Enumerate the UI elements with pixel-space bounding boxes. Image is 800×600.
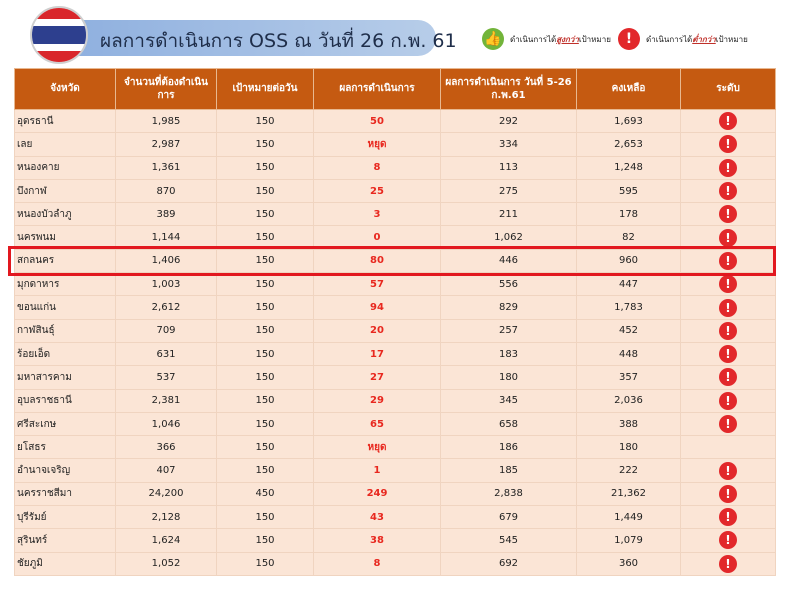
table-row: [15, 366, 776, 389]
cell-remaining: 1,449: [577, 506, 681, 529]
cell-total: 1,052: [116, 552, 217, 575]
cell-total: 1,985: [116, 110, 217, 133]
cell-province: ยโสธร: [15, 436, 116, 459]
cell-level: [681, 133, 776, 156]
cell-cumulative: 1,062: [441, 226, 577, 249]
cell-level: [681, 459, 776, 482]
table-row: [15, 552, 776, 575]
col-level-header: ระดับ: [681, 69, 776, 110]
exclamation-icon: !: [719, 462, 737, 480]
cell-level: [681, 436, 776, 459]
cell-total: 1,361: [116, 156, 217, 179]
cell-target: 150: [217, 273, 314, 296]
exclamation-icon: !: [719, 345, 737, 363]
cell-province: มหาสารคาม: [15, 366, 116, 389]
table-row: [15, 482, 776, 505]
cell-province: อุบลราชธานี: [15, 389, 116, 412]
cell-province: บุรีรัมย์: [15, 506, 116, 529]
cell-target: 150: [217, 203, 314, 226]
exclamation-icon: !: [719, 205, 737, 223]
cell-total: 1,046: [116, 412, 217, 435]
exclamation-icon: !: [719, 415, 737, 433]
thai-flag-icon: [30, 6, 88, 64]
cell-result: 20: [314, 319, 441, 342]
cell-remaining: 452: [577, 319, 681, 342]
cell-remaining: 2,653: [577, 133, 681, 156]
cell-target: 150: [217, 179, 314, 202]
cell-target: 150: [217, 436, 314, 459]
table-row: [15, 273, 776, 296]
cell-result: 57: [314, 273, 441, 296]
cell-cumulative: 658: [441, 412, 577, 435]
cell-total: 870: [116, 179, 217, 202]
exclamation-icon: !: [719, 299, 737, 317]
cell-level: [681, 110, 776, 133]
cell-target: 150: [217, 156, 314, 179]
exclamation-icon: !: [719, 229, 737, 247]
cell-cumulative: 334: [441, 133, 577, 156]
cell-level: [681, 342, 776, 365]
cell-remaining: 388: [577, 412, 681, 435]
cell-result: 1: [314, 459, 441, 482]
cell-remaining: 1,079: [577, 529, 681, 552]
cell-total: 1,406: [116, 249, 217, 272]
cell-result: 8: [314, 156, 441, 179]
exclamation-icon: !: [719, 392, 737, 410]
cell-target: 450: [217, 482, 314, 505]
cell-level: [681, 482, 776, 505]
exclamation-icon: !: [719, 275, 737, 293]
cell-result: 8: [314, 552, 441, 575]
cell-target: 150: [217, 366, 314, 389]
cell-province: บึงกาฬ: [15, 179, 116, 202]
exclamation-icon: !: [719, 252, 737, 270]
cell-target: 150: [217, 226, 314, 249]
cell-level: [681, 179, 776, 202]
exclamation-icon: !: [719, 182, 737, 200]
col-result-header: ผลการดำเนินการ: [314, 69, 441, 110]
cell-result: หยุด: [314, 133, 441, 156]
cell-province: อำนาจเจริญ: [15, 459, 116, 482]
cell-total: 1,144: [116, 226, 217, 249]
cell-remaining: 2,036: [577, 389, 681, 412]
cell-remaining: 180: [577, 436, 681, 459]
cell-cumulative: 185: [441, 459, 577, 482]
cell-cumulative: 257: [441, 319, 577, 342]
cell-level: [681, 366, 776, 389]
exclamation-icon: !: [719, 485, 737, 503]
cell-cumulative: 545: [441, 529, 577, 552]
page-title: ผลการดำเนินการ OSS ณ วันที่ 26 ก.พ. 61: [100, 30, 457, 52]
cell-result: 25: [314, 179, 441, 202]
cell-remaining: 82: [577, 226, 681, 249]
col-cumulative-header: ผลการดำเนินการ วันที่ 5-26 ก.พ.61: [441, 69, 577, 110]
cell-remaining: 1,693: [577, 110, 681, 133]
legend-bad: [618, 28, 748, 50]
results-table: [14, 68, 776, 576]
cell-total: 407: [116, 459, 217, 482]
cell-remaining: 360: [577, 552, 681, 575]
cell-result: 29: [314, 389, 441, 412]
cell-cumulative: 186: [441, 436, 577, 459]
table-row: [15, 156, 776, 179]
cell-result: 17: [314, 342, 441, 365]
cell-province: มุกดาหาร: [15, 273, 116, 296]
cell-total: 2,612: [116, 296, 217, 319]
cell-total: 389: [116, 203, 217, 226]
exclamation-icon: !: [719, 112, 737, 130]
cell-target: 150: [217, 133, 314, 156]
cell-target: 150: [217, 412, 314, 435]
table-row: [15, 110, 776, 133]
cell-total: 631: [116, 342, 217, 365]
cell-total: 709: [116, 319, 217, 342]
exclamation-icon: !: [719, 555, 737, 573]
cell-cumulative: 113: [441, 156, 577, 179]
cell-level: [681, 529, 776, 552]
table-row: [15, 342, 776, 365]
table-row: [15, 529, 776, 552]
cell-result: 0: [314, 226, 441, 249]
cell-result: 249: [314, 482, 441, 505]
cell-province: ชัยภูมิ: [15, 552, 116, 575]
cell-remaining: 1,783: [577, 296, 681, 319]
cell-province: นครพนม: [15, 226, 116, 249]
cell-level: [681, 273, 776, 296]
highlight-box: [8, 246, 776, 276]
cell-province: อุดรธานี: [15, 110, 116, 133]
cell-remaining: 21,362: [577, 482, 681, 505]
cell-level: [681, 506, 776, 529]
col-total-header: จำนวนที่ต้องดำเนินการ: [116, 69, 217, 110]
cell-cumulative: 556: [441, 273, 577, 296]
exclamation-icon: !: [719, 531, 737, 549]
cell-target: 150: [217, 506, 314, 529]
exclamation-icon: !: [719, 159, 737, 177]
table-row: [15, 179, 776, 202]
cell-level: [681, 552, 776, 575]
cell-total: 24,200: [116, 482, 217, 505]
cell-remaining: 960: [577, 249, 681, 272]
cell-total: 537: [116, 366, 217, 389]
cell-province: ศรีสะเกษ: [15, 412, 116, 435]
cell-total: 2,381: [116, 389, 217, 412]
table-row: [15, 296, 776, 319]
cell-remaining: 178: [577, 203, 681, 226]
cell-target: 150: [217, 459, 314, 482]
cell-target: 150: [217, 389, 314, 412]
cell-result: 50: [314, 110, 441, 133]
legend-good-label: ดำเนินการได้สูงกว่าเป้าหมาย: [510, 34, 611, 44]
cell-result: 3: [314, 203, 441, 226]
cell-province: ขอนแก่น: [15, 296, 116, 319]
cell-cumulative: 2,838: [441, 482, 577, 505]
cell-target: 150: [217, 296, 314, 319]
cell-level: [681, 412, 776, 435]
exclamation-icon: !: [719, 508, 737, 526]
col-province-header: จังหวัด: [15, 69, 116, 110]
cell-target: 150: [217, 529, 314, 552]
cell-result: 94: [314, 296, 441, 319]
legend-good: [482, 28, 611, 50]
exclamation-icon: !: [719, 135, 737, 153]
cell-result: 80: [314, 249, 441, 272]
legend-bad-label: ดำเนินการได้ต่ำกว่าเป้าหมาย: [646, 34, 748, 44]
table-header-row: [15, 69, 776, 110]
cell-remaining: 1,248: [577, 156, 681, 179]
exclamation-icon: !: [618, 28, 640, 50]
cell-province: กาฬสินธุ์: [15, 319, 116, 342]
cell-result: 38: [314, 529, 441, 552]
exclamation-icon: !: [719, 368, 737, 386]
cell-cumulative: 211: [441, 203, 577, 226]
thumbs-up-icon: 👍: [482, 28, 504, 50]
cell-target: 150: [217, 249, 314, 272]
cell-level: [681, 203, 776, 226]
cell-remaining: 595: [577, 179, 681, 202]
cell-level: [681, 156, 776, 179]
cell-cumulative: 275: [441, 179, 577, 202]
table-row: [15, 319, 776, 342]
table-row: [15, 506, 776, 529]
cell-target: 150: [217, 342, 314, 365]
table-row: [15, 203, 776, 226]
cell-province: สกลนคร: [15, 249, 116, 272]
cell-cumulative: 829: [441, 296, 577, 319]
cell-result: หยุด: [314, 436, 441, 459]
cell-result: 43: [314, 506, 441, 529]
cell-cumulative: 345: [441, 389, 577, 412]
cell-cumulative: 679: [441, 506, 577, 529]
table-row: [15, 436, 776, 459]
cell-cumulative: 692: [441, 552, 577, 575]
cell-target: 150: [217, 552, 314, 575]
col-target-header: เป้าหมายต่อวัน: [217, 69, 314, 110]
exclamation-icon: !: [719, 322, 737, 340]
cell-province: หนองบัวลำภู: [15, 203, 116, 226]
cell-province: เลย: [15, 133, 116, 156]
cell-remaining: 448: [577, 342, 681, 365]
cell-cumulative: 292: [441, 110, 577, 133]
cell-cumulative: 446: [441, 249, 577, 272]
cell-total: 2,987: [116, 133, 217, 156]
cell-result: 27: [314, 366, 441, 389]
cell-remaining: 357: [577, 366, 681, 389]
cell-cumulative: 180: [441, 366, 577, 389]
table-row: [15, 389, 776, 412]
cell-province: นครราชสีมา: [15, 482, 116, 505]
cell-result: 65: [314, 412, 441, 435]
cell-total: 1,003: [116, 273, 217, 296]
col-remaining-header: คงเหลือ: [577, 69, 681, 110]
cell-cumulative: 183: [441, 342, 577, 365]
cell-total: 2,128: [116, 506, 217, 529]
cell-target: 150: [217, 319, 314, 342]
cell-total: 1,624: [116, 529, 217, 552]
cell-remaining: 447: [577, 273, 681, 296]
cell-level: [681, 296, 776, 319]
table-row: [15, 133, 776, 156]
cell-level: [681, 319, 776, 342]
cell-level: [681, 389, 776, 412]
cell-target: 150: [217, 110, 314, 133]
cell-province: ร้อยเอ็ด: [15, 342, 116, 365]
cell-province: สุรินทร์: [15, 529, 116, 552]
table-row: [15, 459, 776, 482]
cell-province: หนองคาย: [15, 156, 116, 179]
cell-remaining: 222: [577, 459, 681, 482]
table-body: [15, 110, 776, 576]
table-row: [15, 412, 776, 435]
cell-total: 366: [116, 436, 217, 459]
